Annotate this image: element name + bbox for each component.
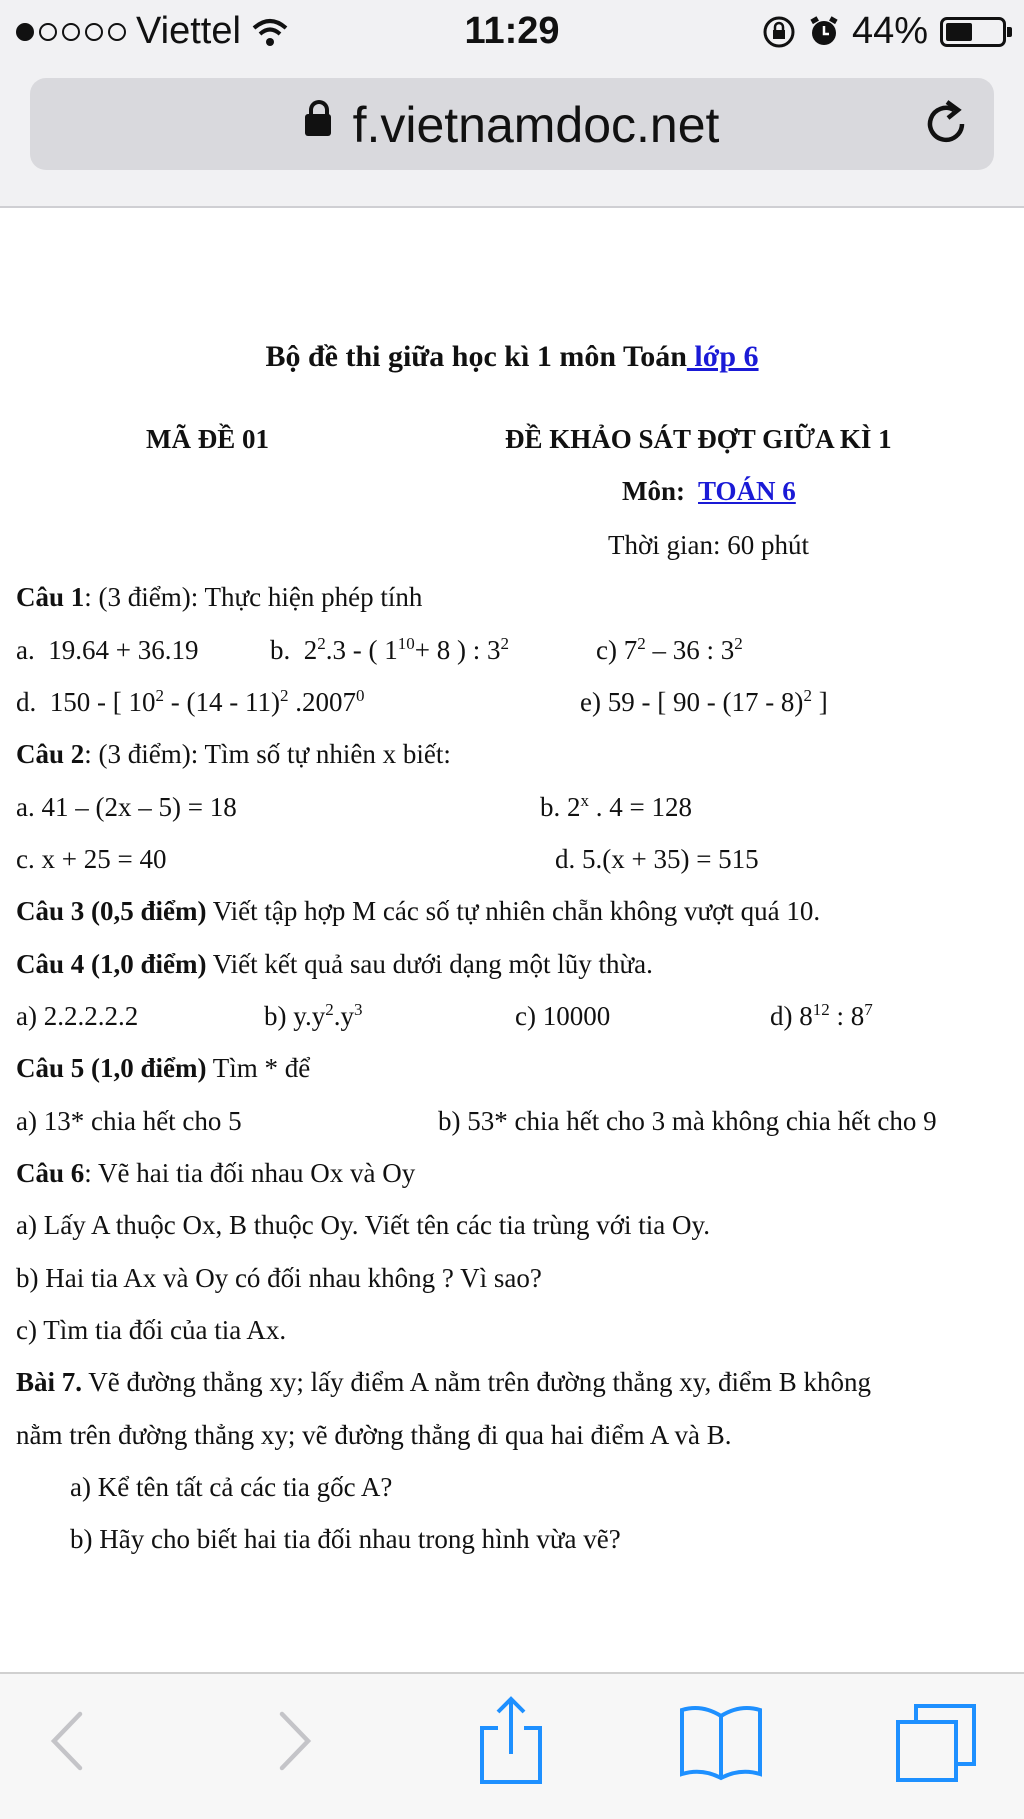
- question-6: [16, 1158, 415, 1189]
- q6-label: Câu 6: [16, 1158, 85, 1188]
- q7-item-a: a) Kể tên tất cả các tia gốc A?: [70, 1472, 393, 1502]
- tabs-icon[interactable]: [894, 1702, 978, 1784]
- q4-item-a: a) 2.2.2.2.2: [16, 1001, 139, 1031]
- q1-item-c: c) $7^2 - 36$ : $3^2$: [596, 634, 743, 665]
- q1-label: Câu 1: [16, 582, 85, 612]
- q7-text: Vẽ đường thẳng xy; lấy điểm A nằm trên đường thẳng xy, điểm B không: [82, 1367, 872, 1397]
- q1-text: : (3 điểm): Thực hiện phép tính: [84, 582, 423, 612]
- subject-line: [622, 476, 796, 507]
- document-content: [0, 208, 1024, 1672]
- q1-item-a: a. 19.64 + 36.19: [16, 635, 199, 665]
- q4-item-c: c) 10000: [515, 1001, 611, 1031]
- lock-icon: [305, 114, 331, 136]
- title-link[interactable]: lớp 6: [686, 340, 759, 373]
- battery-icon: [940, 17, 1006, 47]
- exam-code: MÃ ĐỀ 01: [146, 424, 269, 454]
- url-text: f.vietnamdoc.net: [352, 97, 720, 153]
- back-icon[interactable]: [44, 1706, 94, 1776]
- q2-item-c: c. x + 25 = 40: [16, 844, 167, 874]
- q3-label: Câu 3 (0,5 điểm): [16, 896, 207, 926]
- address-bar[interactable]: [30, 78, 994, 170]
- alarm-icon: [808, 16, 840, 48]
- q5-item-a: a) 13* chia hết cho 5: [16, 1106, 242, 1136]
- q5-label: Câu 5 (1,0 điểm): [16, 1053, 207, 1083]
- question-2: [16, 739, 451, 770]
- q5-item-b: b) 53* chia hết cho 3 mà không chia hết cho 9: [438, 1106, 937, 1136]
- question-5: [16, 1053, 310, 1084]
- exam-header: ĐỀ KHẢO SÁT ĐỢT GIỮA KÌ 1: [505, 424, 892, 454]
- q6-item-a: a) Lấy A thuộc Ox, B thuộc Oy. Viết tên các tia trùng với tia Oy.: [16, 1210, 710, 1240]
- status-right-group: [762, 10, 1006, 53]
- q2-item-b: b. 2$^x$ . 4 = 128: [540, 791, 692, 822]
- q2-item-d: d. 5.(x + 35) = 515: [555, 844, 759, 874]
- clock: 11:29: [464, 10, 560, 52]
- question-1: [16, 582, 422, 613]
- q4-item-d: d) $8^{12}$ : $8^7$: [770, 1000, 873, 1031]
- status-bar: [0, 0, 1024, 66]
- rotation-lock-icon: [762, 15, 796, 49]
- q2-text: : (3 điểm): Tìm số tự nhiên x biết:: [84, 739, 451, 769]
- q1-item-b: b. $2^2.3$ - ( $1^{10}+ 8$ ) : $3^2$: [270, 634, 509, 665]
- q7-label: Bài 7.: [16, 1367, 83, 1397]
- question-4: [16, 949, 653, 980]
- question-7: [16, 1367, 1020, 1398]
- title-text: Bộ đề thi giữa học kì 1 môn Toán: [265, 340, 687, 373]
- carrier-name: Viettel: [136, 10, 241, 52]
- page-title: [0, 340, 1024, 374]
- reload-icon[interactable]: [920, 98, 972, 150]
- battery-percent: 44%: [851, 10, 928, 52]
- q4-text: Viết kết quả sau dưới dạng một lũy thừa.: [206, 949, 653, 979]
- q4-item-b: b) $y.y^2.y^3$: [264, 1000, 363, 1031]
- q2-item-a: a. 41 – (2x – 5) = 18: [16, 792, 237, 822]
- subject-link[interactable]: TOÁN 6: [698, 476, 796, 506]
- share-icon[interactable]: [476, 1696, 546, 1786]
- q7-text-continued: nằm trên đường thẳng xy; vẽ đường thẳng đi qua hai điểm A và B.: [16, 1420, 732, 1450]
- exam-duration: Thời gian: 60 phút: [608, 530, 810, 560]
- q6-text: : Vẽ hai tia đối nhau Ox và Oy: [84, 1158, 416, 1188]
- q7-item-b: b) Hãy cho biết hai tia đối nhau trong hình vừa vẽ?: [70, 1524, 621, 1554]
- bookmarks-icon[interactable]: [678, 1702, 764, 1782]
- q2-label: Câu 2: [16, 739, 85, 769]
- question-3: [16, 896, 820, 927]
- q1-item-d: d. 150 - [ $10^2 - (14 - 11)^2$ .2007$^0$: [16, 686, 365, 717]
- forward-icon[interactable]: [268, 1706, 318, 1776]
- subject-label: Môn:: [622, 476, 685, 506]
- q6-item-c: c) Tìm tia đối của tia Ax.: [16, 1315, 287, 1345]
- q1-item-e: e) 59 - [ 90 - (17 - 8)$^2$ ]: [580, 686, 828, 717]
- browser-toolbar: [0, 1672, 1024, 1819]
- q3-text: Viết tập hợp M các số tự nhiên chẵn không vượt quá 10.: [206, 896, 821, 926]
- q5-text: Tìm * để: [206, 1053, 311, 1083]
- q4-label: Câu 4 (1,0 điểm): [16, 949, 207, 979]
- q6-item-b: b) Hai tia Ax và Oy có đối nhau không ? Vì sao?: [16, 1263, 542, 1293]
- browser-header: [0, 66, 1024, 208]
